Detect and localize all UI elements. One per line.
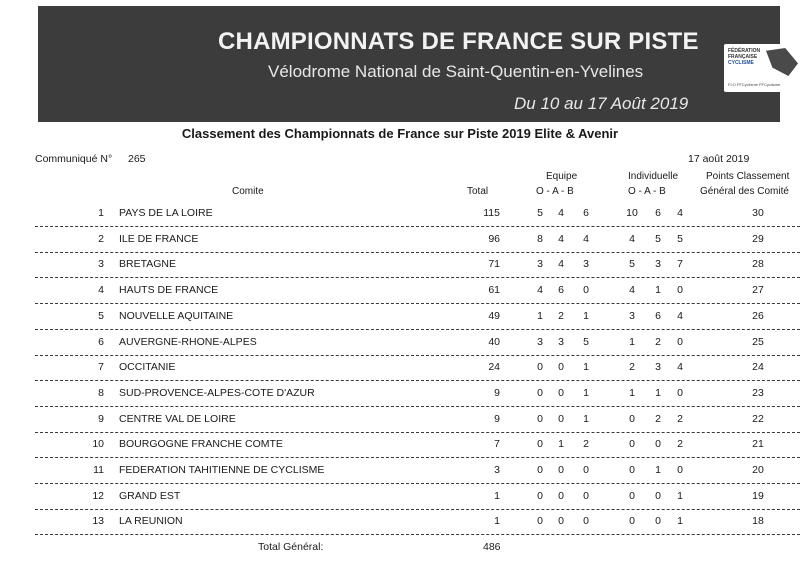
federation-logo xyxy=(724,44,800,92)
cell-ib: 7 xyxy=(677,258,683,270)
cell-points: 27 xyxy=(752,284,764,296)
cell-eo: 0 xyxy=(537,438,543,450)
row-divider xyxy=(35,329,800,330)
cell-ia: 2 xyxy=(655,413,661,425)
table-row xyxy=(0,336,800,362)
banner-dates: Du 10 au 17 Août 2019 xyxy=(514,94,689,113)
cell-ib: 4 xyxy=(677,207,683,219)
cell-comite: HAUTS DE FRANCE xyxy=(119,284,219,296)
cell-ia: 2 xyxy=(655,336,661,348)
cell-io: 0 xyxy=(629,413,635,425)
cell-ia: 0 xyxy=(655,438,661,450)
cell-eb: 1 xyxy=(583,310,589,322)
cell-ia: 3 xyxy=(655,258,661,270)
table-row xyxy=(0,207,800,233)
cell-ia: 6 xyxy=(655,207,661,219)
cell-ea: 4 xyxy=(558,233,564,245)
cell-eo: 4 xyxy=(537,284,543,296)
cell-points: 26 xyxy=(752,310,764,322)
cell-rank: 3 xyxy=(98,258,104,270)
cell-points: 18 xyxy=(752,515,764,527)
cell-io: 0 xyxy=(629,438,635,450)
cell-ib: 1 xyxy=(677,515,683,527)
cell-ea: 1 xyxy=(558,438,564,450)
cell-points: 25 xyxy=(752,336,764,348)
header-individuelle-sub: O - A - B xyxy=(628,186,666,197)
cell-comite: AUVERGNE-RHONE-ALPES xyxy=(119,336,257,348)
cell-rank: 12 xyxy=(92,490,104,502)
cell-io: 1 xyxy=(629,387,635,399)
cell-ib: 4 xyxy=(677,361,683,373)
cell-comite: NOUVELLE AQUITAINE xyxy=(119,310,234,322)
cell-comite: CENTRE VAL DE LOIRE xyxy=(119,413,236,425)
cell-rank: 4 xyxy=(98,284,104,296)
cell-rank: 8 xyxy=(98,387,104,399)
cell-eo: 3 xyxy=(537,336,543,348)
logo-text xyxy=(728,48,766,66)
table-row xyxy=(0,258,800,284)
cell-ea: 3 xyxy=(558,336,564,348)
cell-ea: 0 xyxy=(558,490,564,502)
cell-ia: 0 xyxy=(655,515,661,527)
communique-number: 265 xyxy=(128,153,146,165)
cell-comite: BRETAGNE xyxy=(119,258,176,270)
row-divider xyxy=(35,432,800,433)
cell-rank: 1 xyxy=(98,207,104,219)
cell-comite: ILE DE FRANCE xyxy=(119,233,199,245)
cell-ea: 4 xyxy=(558,258,564,270)
cell-ea: 0 xyxy=(558,413,564,425)
cell-total: 96 xyxy=(488,233,500,245)
cell-rank: 11 xyxy=(93,464,104,476)
cell-comite: GRAND EST xyxy=(119,490,181,502)
cell-ia: 5 xyxy=(655,233,661,245)
cell-eo: 1 xyxy=(537,310,543,322)
cell-comite: BOURGOGNE FRANCHE COMTE xyxy=(119,438,283,450)
cell-eb: 6 xyxy=(583,207,589,219)
cell-ia: 1 xyxy=(655,387,661,399)
cell-io: 5 xyxy=(629,258,635,270)
row-divider xyxy=(35,406,800,407)
row-divider xyxy=(35,226,800,227)
cell-rank: 6 xyxy=(98,336,104,348)
cell-eb: 2 xyxy=(583,438,589,450)
cell-points: 22 xyxy=(752,413,764,425)
cell-io: 4 xyxy=(629,284,635,296)
cell-ea: 0 xyxy=(558,515,564,527)
cell-ib: 5 xyxy=(677,233,683,245)
cell-eo: 0 xyxy=(537,387,543,399)
table-row xyxy=(0,515,800,541)
banner-title: CHAMPIONNATS DE FRANCE SUR PISTE xyxy=(218,28,699,55)
cell-ea: 0 xyxy=(558,387,564,399)
row-divider xyxy=(35,380,800,381)
header-equipe-sub: O - A - B xyxy=(536,186,574,197)
header-equipe: Equipe xyxy=(546,171,578,182)
row-divider xyxy=(35,303,800,304)
cell-total: 1 xyxy=(494,490,500,502)
table-row xyxy=(0,387,800,413)
cell-comite: FEDERATION TAHITIENNE DE CYCLISME xyxy=(119,464,325,476)
cell-eb: 1 xyxy=(583,361,589,373)
row-divider xyxy=(35,509,800,510)
cell-ia: 1 xyxy=(655,284,661,296)
cell-io: 1 xyxy=(629,336,635,348)
cell-ia: 6 xyxy=(655,310,661,322)
banner-subtitle: Vélodrome National de Saint-Quentin-en-Yvelines xyxy=(268,62,644,81)
table-row xyxy=(0,438,800,464)
cell-points: 21 xyxy=(752,438,764,450)
cell-eb: 4 xyxy=(583,233,589,245)
cell-total: 1 xyxy=(494,515,500,527)
row-divider xyxy=(35,252,800,253)
cell-points: 19 xyxy=(752,490,764,502)
cell-total: 9 xyxy=(494,387,500,399)
cell-total: 24 xyxy=(488,361,500,373)
cell-eo: 3 xyxy=(537,258,543,270)
cell-io: 10 xyxy=(626,207,638,219)
cell-ib: 2 xyxy=(677,438,683,450)
cell-ia: 0 xyxy=(655,490,661,502)
cell-eo: 0 xyxy=(537,413,543,425)
logo-footer: FLO FFCyclisme FFCyclisme xyxy=(728,82,781,87)
cell-points: 28 xyxy=(752,258,764,270)
cell-ib: 0 xyxy=(677,284,683,296)
header-total: Total xyxy=(467,186,489,197)
table-row xyxy=(0,490,800,516)
cell-ib: 4 xyxy=(677,310,683,322)
cell-ea: 6 xyxy=(558,284,564,296)
cell-ib: 0 xyxy=(677,464,683,476)
cell-points: 23 xyxy=(752,387,764,399)
logo-line2: FRANÇAISE xyxy=(728,54,758,60)
cell-eb: 0 xyxy=(583,464,589,476)
total-general-label: Total Général: xyxy=(258,541,324,553)
cell-eb: 0 xyxy=(583,490,589,502)
cell-eo: 0 xyxy=(537,490,543,502)
cell-rank: 5 xyxy=(98,310,104,322)
cell-eo: 5 xyxy=(537,207,543,219)
cell-ea: 0 xyxy=(558,464,564,476)
cell-io: 4 xyxy=(629,233,635,245)
table-row xyxy=(0,361,800,387)
cell-comite: PAYS DE LA LOIRE xyxy=(119,207,213,219)
cell-eb: 0 xyxy=(583,515,589,527)
cell-eo: 0 xyxy=(537,515,543,527)
cell-total: 7 xyxy=(494,438,500,450)
row-divider xyxy=(35,483,800,484)
cell-points: 24 xyxy=(752,361,764,373)
row-divider xyxy=(35,534,800,535)
cell-ib: 0 xyxy=(677,387,683,399)
cell-ea: 2 xyxy=(558,310,564,322)
cell-io: 2 xyxy=(629,361,635,373)
cell-rank: 10 xyxy=(92,438,104,450)
header-points-line2: Général des Comité xyxy=(700,186,789,197)
table-row xyxy=(0,413,800,439)
cell-eb: 1 xyxy=(583,413,589,425)
cell-ea: 4 xyxy=(558,207,564,219)
cell-total: 3 xyxy=(494,464,500,476)
cell-eo: 0 xyxy=(537,361,543,373)
cell-rank: 13 xyxy=(92,515,104,527)
cell-io: 0 xyxy=(629,464,635,476)
communique-label: Communiqué N° xyxy=(35,153,113,165)
logo-line3: CYCLISME xyxy=(728,60,754,66)
cell-total: 49 xyxy=(488,310,500,322)
header-comite: Comite xyxy=(232,186,264,197)
cell-ea: 0 xyxy=(558,361,564,373)
header-points-line1: Points Classement xyxy=(706,171,790,182)
cell-rank: 2 xyxy=(98,233,104,245)
document-date: 17 août 2019 xyxy=(688,153,750,165)
cell-eb: 0 xyxy=(583,284,589,296)
cell-io: 0 xyxy=(629,490,635,502)
cell-rank: 7 xyxy=(98,361,104,373)
cell-total: 9 xyxy=(494,413,500,425)
cell-points: 30 xyxy=(752,207,764,219)
cell-eb: 5 xyxy=(583,336,589,348)
cell-eb: 1 xyxy=(583,387,589,399)
table-row xyxy=(0,464,800,490)
cell-eo: 0 xyxy=(537,464,543,476)
cell-io: 0 xyxy=(629,515,635,527)
cell-eo: 8 xyxy=(537,233,543,245)
cell-ib: 0 xyxy=(677,336,683,348)
table-row xyxy=(0,284,800,310)
cell-comite: OCCITANIE xyxy=(119,361,176,373)
cell-eb: 3 xyxy=(583,258,589,270)
total-general-value: 486 xyxy=(483,541,501,553)
cell-rank: 9 xyxy=(98,413,104,425)
cell-total: 115 xyxy=(483,207,500,219)
logo-line1: FÉDÉRATION xyxy=(728,48,761,54)
cell-ia: 3 xyxy=(655,361,661,373)
header-banner xyxy=(38,6,780,122)
table-row xyxy=(0,233,800,259)
cell-io: 3 xyxy=(629,310,635,322)
cell-total: 61 xyxy=(488,284,500,296)
document-title: Classement des Championnats de France sur Piste 2019 Elite & Avenir xyxy=(181,126,619,141)
cell-comite: LA REUNION xyxy=(119,515,183,527)
row-divider xyxy=(35,457,800,458)
cell-ib: 2 xyxy=(677,413,683,425)
header-individuelle: Individuelle xyxy=(628,171,679,182)
cell-total: 40 xyxy=(488,336,500,348)
cell-points: 20 xyxy=(752,464,764,476)
cell-ib: 1 xyxy=(677,490,683,502)
table-row xyxy=(0,310,800,336)
row-divider xyxy=(35,277,800,278)
row-divider xyxy=(35,355,800,356)
cell-ia: 1 xyxy=(655,464,661,476)
cyclist-logo-icon xyxy=(766,48,798,76)
cell-total: 71 xyxy=(488,258,500,270)
cell-points: 29 xyxy=(752,233,764,245)
cell-comite: SUD-PROVENCE-ALPES-COTE D'AZUR xyxy=(119,387,315,399)
